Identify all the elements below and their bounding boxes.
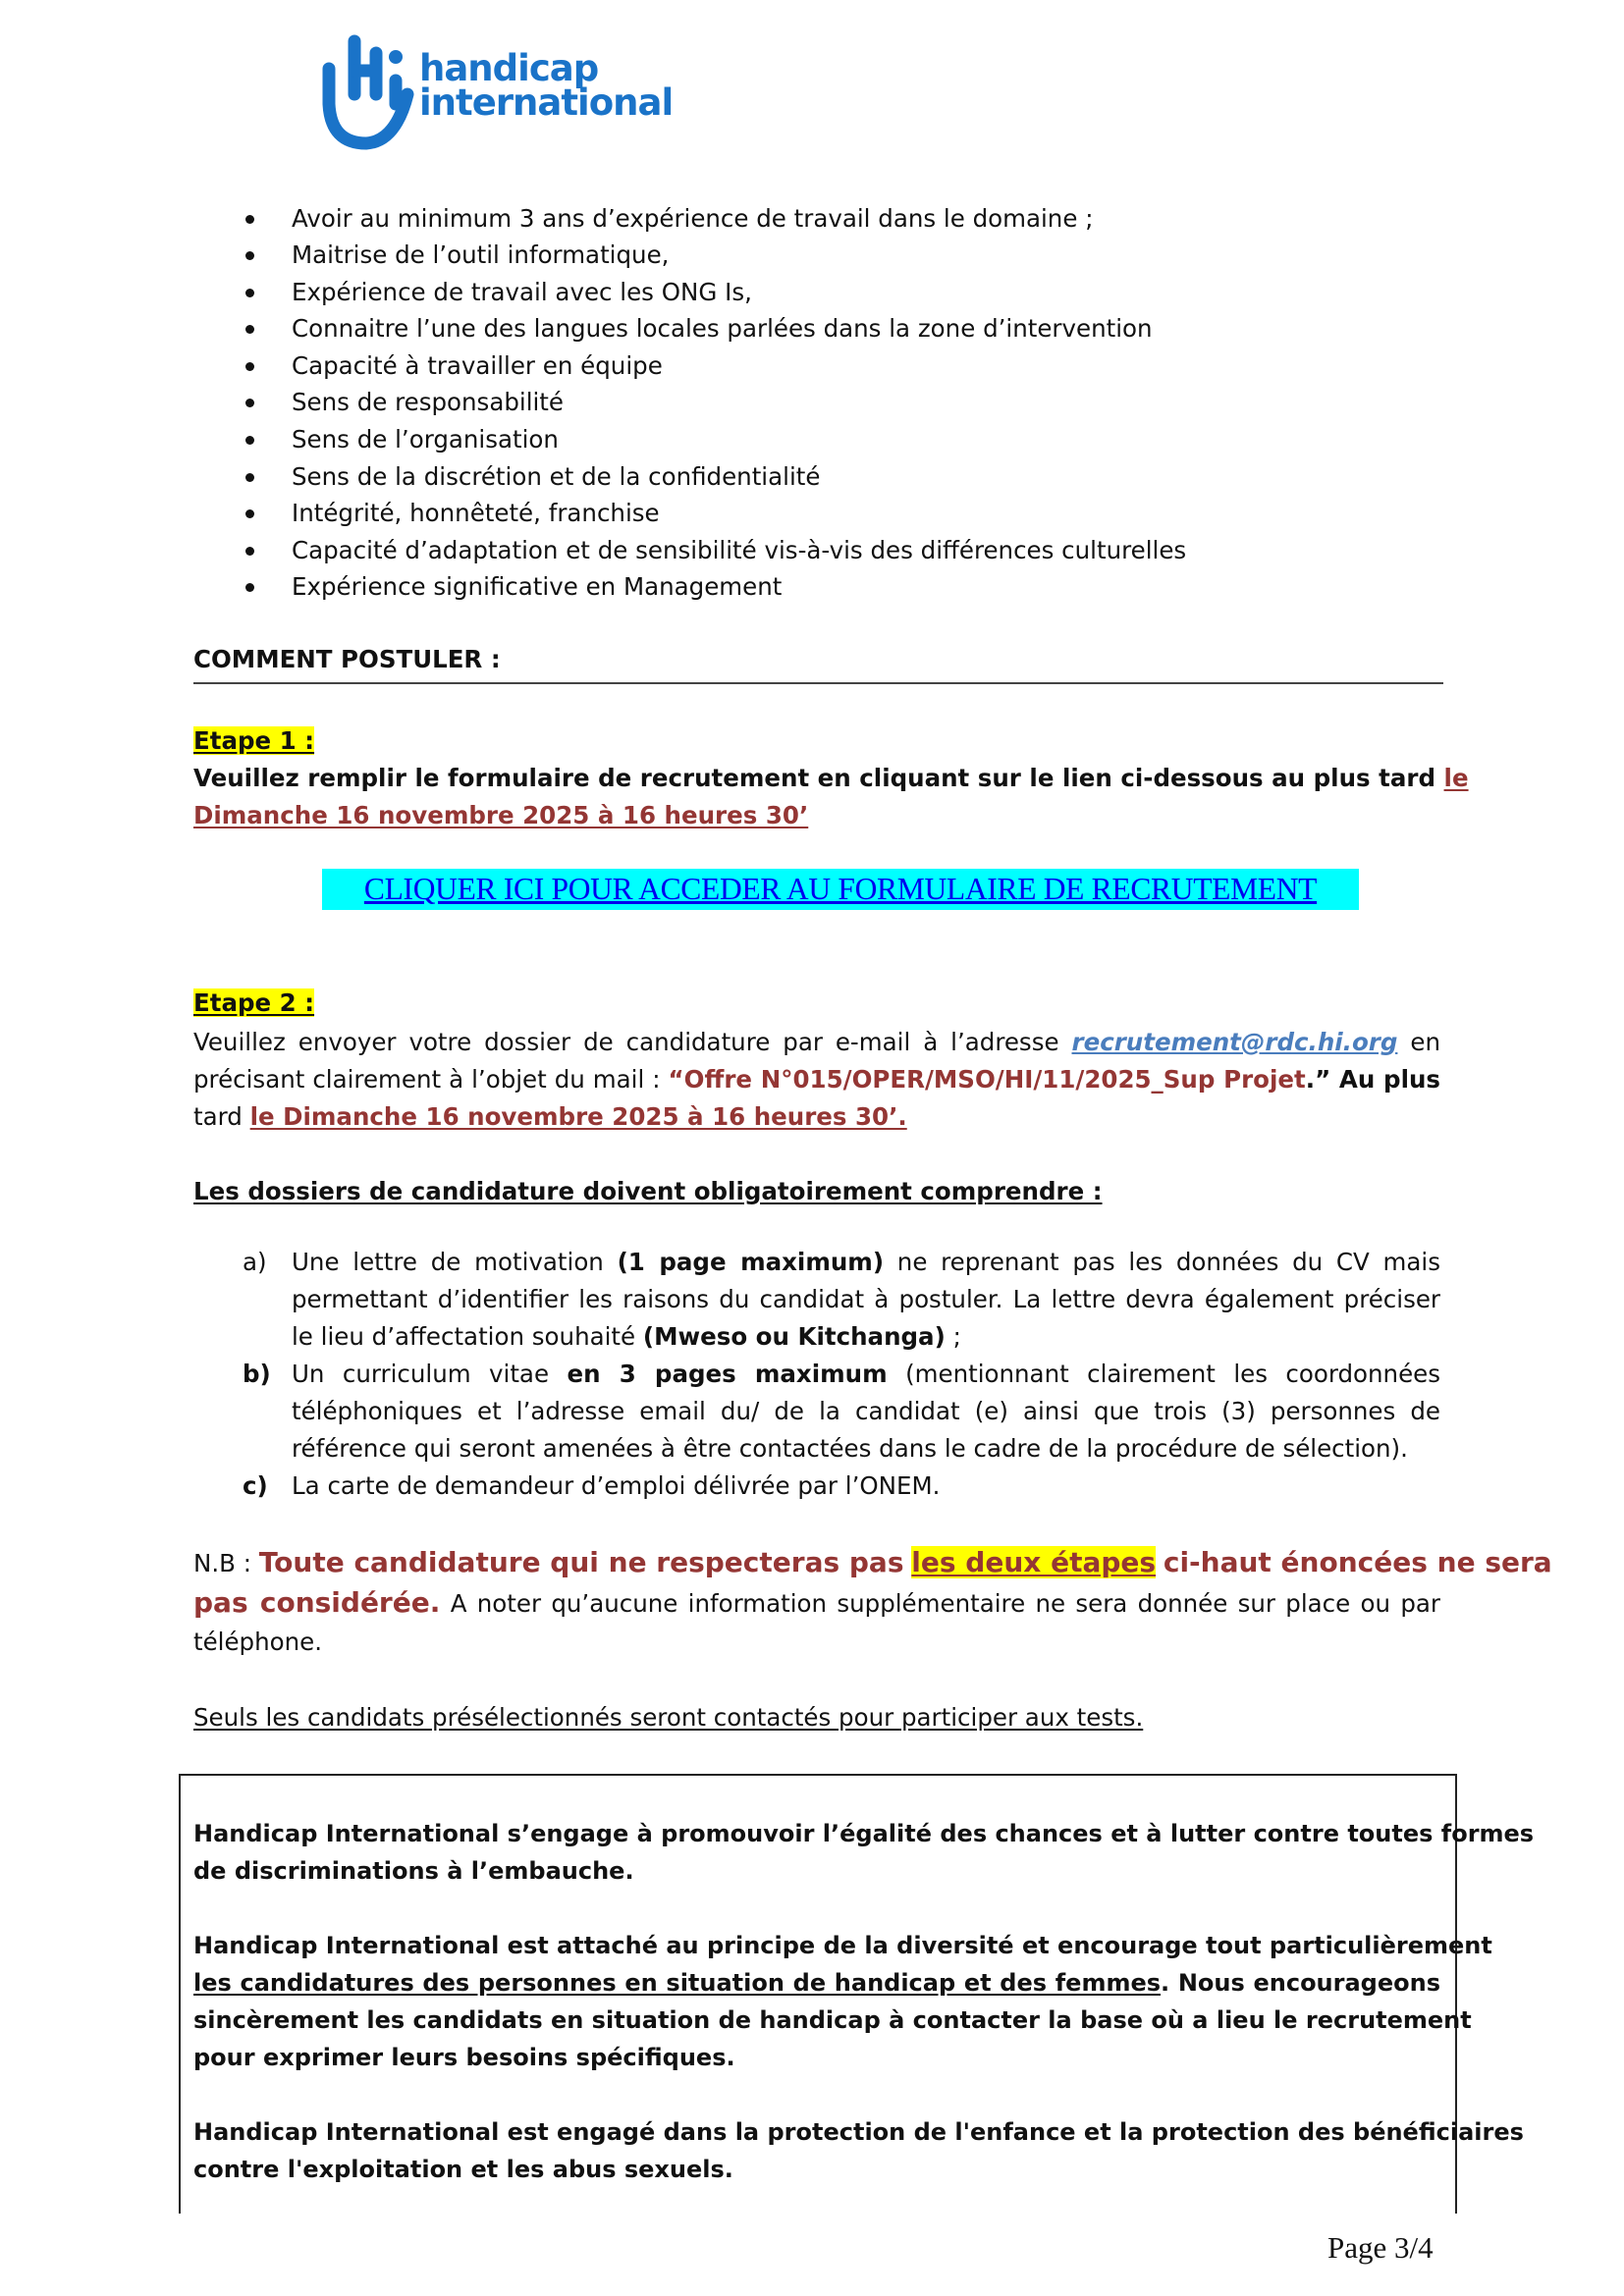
bullet-icon xyxy=(245,289,254,297)
email-subject: “Offre N°015/OPER/MSO/HI/11/2025_Sup Projet xyxy=(668,1065,1306,1094)
recruitment-form-link[interactable]: CLIQUER ICI POUR ACCEDER AU FORMULAIRE DE RECRUTEMENT xyxy=(322,869,1359,910)
page-number: Page 3/4 xyxy=(1327,2230,1434,2265)
step1-deadline: le xyxy=(1443,764,1469,792)
bullet-icon xyxy=(245,399,254,407)
nb-highlight: les deux étapes xyxy=(911,1546,1157,1578)
bullet-icon xyxy=(245,215,254,224)
section-heading: COMMENT POSTULER : xyxy=(193,645,501,673)
policy-equal-opportunity: Handicap International s’engage à promouvoir l’égalité des chances et à lutter contre toutes formes xyxy=(193,1820,1535,1847)
nb-note: N.B : Toute candidature qui ne respecteras pas les deux étapes ci-haut énoncées ne sera xyxy=(193,1546,1552,1578)
step2-text: Veuillez envoyer votre dossier de candidature par e-mail à l’adresse recrutement@rdc.hi.org en xyxy=(193,1028,1440,1056)
bullet-icon xyxy=(245,251,254,260)
dossier-item-b: Un curriculum vitae en 3 pages maximum (mentionnant clairement les coordonnées xyxy=(292,1360,1440,1388)
bullet-icon xyxy=(245,583,254,592)
bullet-icon xyxy=(245,509,254,518)
step2-deadline: le Dimanche 16 novembre 2025 à 16 heures 30’. xyxy=(249,1102,907,1131)
step1-deadline: Dimanche 16 novembre 2025 à 16 heures 30’ xyxy=(193,801,809,829)
bullet-icon xyxy=(245,473,254,482)
bullet-icon xyxy=(245,436,254,445)
step1-text: Veuillez remplir le formulaire de recrutement en cliquant sur le lien ci-dessous au plus tard le xyxy=(193,764,1469,792)
dossier-item-c: La carte de demandeur d’emploi délivrée par l’ONEM. xyxy=(292,1471,941,1500)
dossier-heading: Les dossiers de candidature doivent obligatoirement comprendre : xyxy=(193,1177,1103,1205)
policy-diversity: Handicap International est attaché au principe de la diversité et encourage tout particulièrement xyxy=(193,1932,1492,1959)
dossier-item-a: Une lettre de motivation (1 page maximum) ne reprenant pas les données du CV mais xyxy=(292,1248,1441,1276)
section-divider xyxy=(193,682,1443,684)
list-marker-b: b) xyxy=(243,1360,271,1388)
list-marker-c: c) xyxy=(243,1471,268,1500)
list-marker-a: a) xyxy=(243,1248,267,1276)
handicap-international-logo xyxy=(319,27,674,150)
logo-text-international: international xyxy=(419,81,674,124)
email-link[interactable]: recrutement@rdc.hi.org xyxy=(1071,1028,1398,1056)
bullet-icon xyxy=(245,325,254,334)
bullet-icon xyxy=(245,362,254,371)
step1-label: Etape 1 : xyxy=(193,726,315,755)
hi-hand-icon xyxy=(319,27,417,150)
logo-text-handicap: handicap xyxy=(419,47,599,89)
policy-child-protection: Handicap International est engagé dans la protection de l'enfance et la protection des bénéficiaires xyxy=(193,2118,1524,2146)
step2-label: Etape 2 : xyxy=(193,988,315,1017)
bullet-icon xyxy=(245,547,254,556)
shortlist-note: Seuls les candidats présélectionnés seront contactés pour participer aux tests. xyxy=(193,1703,1144,1732)
